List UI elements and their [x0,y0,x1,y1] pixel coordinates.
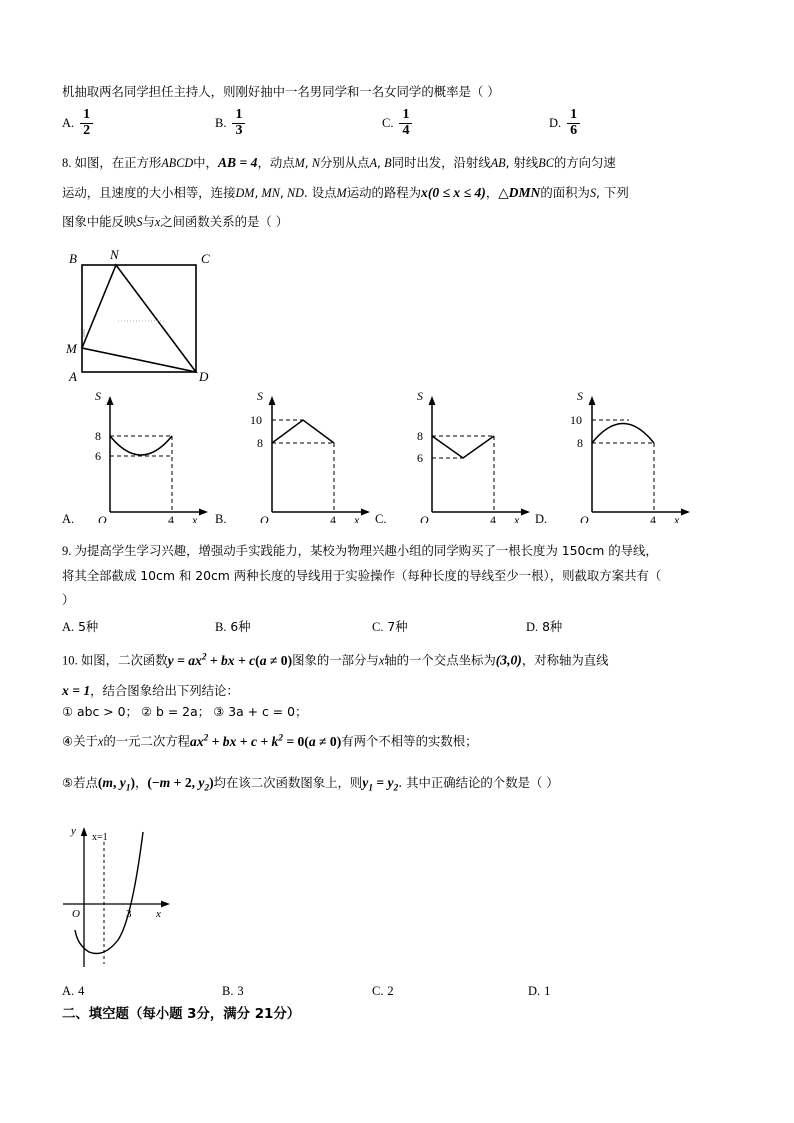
q8-graph-a-tick-8: 8 [95,429,101,443]
q10-option-b[interactable] [222,984,244,999]
q7-option-c-denominator: 4 [402,122,410,138]
q7-option-c-fraction [399,108,412,138]
q8-line-2 [62,186,738,200]
q8-graph-c-tick-6: 6 [417,451,423,465]
q8-t10: 运动，且速度的大小相等，连接 [62,185,236,200]
q8-graph-d-tick-x4: 4 [650,513,656,523]
x-axis-arrow [521,509,530,516]
q7-option-a-numerator: 1 [80,108,93,124]
q8-graph-a-letter: A. [62,512,75,526]
q7-option-a[interactable] [62,108,93,138]
q8-graph-c-x-label: x [514,513,520,523]
q10-conclusion-3 [213,704,307,719]
q8-graph-c-tick-x4: 4 [490,513,496,523]
q8-graph-d-y-label: S [577,389,583,403]
q7-option-b[interactable] [215,108,245,138]
y-axis-arrow [107,396,114,405]
q10-conclusion-2-text: ② b = 2a； [141,704,211,719]
q8-m: M [294,156,305,170]
q10-t8: 有两个不相等的实数根； [341,733,478,749]
q8-graph-d-origin: O [580,513,589,523]
q8-pt-m2: M [336,186,347,200]
q8-graph-d-x-label: x [674,513,680,523]
q8-graph-a-y-label: S [95,389,101,403]
x-axis-arrow [361,509,370,516]
q8-square-figure [60,245,230,385]
q8-graph-c-y-label: S [417,389,423,403]
q10-option-c-label: C. [372,984,384,998]
q8-graph-d[interactable] [544,388,709,523]
q8-graph-a-tick-x4: 4 [168,513,174,523]
q10-fig-axis-label: x=1 [92,832,108,843]
q8-t8: , 射线 [505,155,539,170]
q9-option-a-label: A. [62,620,75,634]
q7-option-c[interactable] [382,108,412,138]
q8-t20: 之间函数关系的是（ ） [160,214,289,229]
q10-option-c-text: 2 [387,984,394,998]
q7-option-c-label: C. [382,115,394,130]
q8-t19: 与 [142,214,155,229]
q10-conclusion-5 [62,776,738,793]
q8-graph-b-y-label: S [257,389,263,403]
q8-graph-d-letter: D. [535,512,548,526]
q8-graph-c[interactable] [384,388,549,523]
q10-option-c[interactable] [372,984,394,999]
y-axis-arrow [269,396,276,405]
q7-option-d[interactable] [549,108,580,138]
q8-abcd: ABCD [161,156,194,170]
vertex-label-a: A [69,369,77,384]
q10-t10: ， [135,775,148,790]
y-axis-arrow [429,396,436,405]
q10-option-a-text: 4 [78,984,85,998]
q8-triangle-dmn: △DMN [498,185,541,200]
q8-t7: 同时出发，沿射线 [391,155,491,170]
q7-option-a-denominator: 2 [83,122,91,138]
q7-option-b-denominator: 3 [235,122,243,138]
q7-option-b-fraction [232,108,245,138]
vertex-label-n: N [110,247,119,262]
q10-parabola-svg [58,812,238,972]
q8-square-svg [60,245,230,385]
q8-t13: . 设点 [303,185,337,200]
q8-t11: , [254,185,259,200]
q10-parabola-figure [58,812,238,972]
q8-t17: , 下列 [596,185,629,200]
q8-graph-c-letter: C. [375,512,387,526]
q8-graph-a-svg [62,388,227,523]
q10-x-axis-ref: x [378,653,385,668]
q8-t16: 的面积为 [540,185,590,200]
q7-option-b-numerator: 1 [232,108,245,124]
vertex-label-b: B [69,251,77,266]
vertex-label-m: M [66,341,77,356]
q8-pt-a: A [369,156,378,170]
q8-s2: S [136,215,143,229]
q8-area-s: S [589,186,597,200]
q10-point-2: (−m + 2, $y_2$) [147,775,214,793]
y-axis-arrow [81,827,87,836]
q8-line-3 [62,216,738,229]
q7-option-a-label: A. [62,115,75,130]
q10-y-equality: $y_1 = y_2$ [362,775,399,793]
q8-t14: 运动的路程为 [346,185,422,200]
q8-ray-ab: AB [490,156,506,170]
q10-intersection-point: (3,0) [495,652,522,668]
q10-t9: ⑤若点 [62,775,98,790]
q8-n: N [311,156,321,170]
q10-t11: 均在该二次函数图象上，则 [213,775,363,790]
x-axis-arrow [681,509,690,516]
q10-fig-x-label: x [156,908,161,920]
q10-fig-y-label: y [71,825,76,837]
q8-t6: , [377,155,381,170]
q8-graph-b-svg [224,388,389,523]
q8-ab-eq: AB = 4 [217,155,258,170]
q8-graph-b-letter: B. [215,512,227,526]
x-axis-arrow [161,901,170,908]
q8-x2: x [154,215,161,229]
q7-option-d-fraction [567,108,580,138]
q8-graph-c-origin: O [420,513,429,523]
q8-seg-nd: ND [286,186,304,200]
q8-t4: , [304,155,309,170]
curve-vee [432,436,494,458]
q10-fig-x-intercept-label: 3 [126,908,132,920]
q10-equation-4: $ax^2$ + bx + $c + k^2 = 0(a \ne 0)$ [190,732,342,749]
q8-graph-c-tick-8: 8 [417,429,423,443]
q9-option-a-text: 5种 [78,620,99,634]
q8-graph-a-x-label: x [192,513,198,523]
q10-t6: ④关于 [62,733,98,749]
q7-option-d-numerator: 1 [567,108,580,124]
q8-seg-mn: MN [261,186,280,200]
q10-conclusion-4 [62,733,738,748]
q8-graph-a-tick-6: 6 [95,449,101,463]
q10-quadratic-eq: $y = ax^2$ + bx + c(a ≠ 0) [167,651,293,668]
q10-t3: 轴的一个交点坐标为 [384,652,496,668]
q8-graph-b-x-label: x [354,513,360,523]
q10-option-a-label: A. [62,984,75,998]
q8-t2: 中， [193,155,218,170]
q10-x-ref-2: x [97,734,104,749]
q8-t9: 的方向匀速 [553,155,616,170]
q8-t15: ， [485,185,499,200]
q7-option-a-fraction [80,108,93,138]
q9-text-1: 为提高学生学习兴趣，增强动手实践能力，某校为物理兴趣小组的同学购买了一根长度为 150cm 的导线， [74,543,658,558]
q8-graph-b-tick-10: 10 [250,413,262,427]
q10-option-d-text: 1 [544,984,551,998]
q10-t12: . 其中正确结论的个数是（ ） [398,775,559,790]
q9-option-c[interactable] [372,617,408,635]
section-2-heading: 二、填空题（每小题 3分，满分 21分） [62,1007,301,1022]
q10-t7: 的一元二次方程 [103,733,191,749]
q8-t3: ，动点 [257,155,295,170]
q10-option-d-label: D. [528,984,541,998]
q8-graph-b-tick-8: 8 [257,436,263,450]
square-abcd-outline [82,265,196,372]
q10-symmetry-axis: x = 1 [62,683,91,698]
q9-line-3: ） [62,592,75,607]
q8-x-range: x(0 ≤ x ≤ 4) [421,185,486,200]
q8-t5: 分别从点 [320,155,370,170]
parabola-curve [75,832,143,954]
y-axis-arrow [589,396,596,405]
q10-conclusion-3-text: ③ 3a + c = 0； [213,704,308,719]
curve-parabola-down [592,424,654,444]
q9-option-b[interactable] [215,617,251,635]
q9-line-1 [62,545,738,558]
q8-t12: , [279,185,284,200]
q8-ray-bc: BC [538,156,554,170]
q7-options-row [62,108,762,154]
curve-parabola-up [110,436,172,455]
q10-point-1: (m, $y_1$) [97,775,135,793]
q8-line-1 [62,156,738,170]
q8-graph-a[interactable] [62,388,227,523]
q9-option-b-text: 6种 [230,620,251,634]
q9-number: 9. [62,544,72,558]
q9-line-2: 将其全部截成 10cm 和 20cm 两种长度的导线用于实验操作（每种长度的导线至少一根），则截取方案共有（ [62,568,662,583]
q9-option-d[interactable] [526,617,562,635]
q8-graph-b-tick-x4: 4 [330,513,336,523]
q8-t18: 图象中能反映 [62,214,137,229]
q10-t2: 图象的一部分与 [292,652,379,668]
q7-option-d-label: D. [549,115,562,130]
q8-graph-a-origin: O [98,513,107,523]
q10-conclusion-2 [141,704,210,719]
vertex-label-d: D [199,369,209,384]
q8-number: 8. [62,156,72,170]
curve-peak [272,420,334,443]
q10-t1: 如图，二次函数 [80,652,168,668]
q10-number: 10. [62,653,78,668]
q7-option-b-label: B. [215,115,227,130]
q8-graph-c-svg [384,388,549,523]
q10-line-1 [62,652,738,667]
q8-t1: 如图，在正方形 [74,155,162,170]
q9-option-c-label: C. [372,620,384,634]
q10-line-2 [62,684,738,698]
q10-conclusion-1-text: ① abc > 0； [62,704,138,719]
q10-option-a[interactable] [62,984,84,999]
q10-t4: ，对称轴为直线 [521,652,609,668]
q10-t5: ，结合图象给出下列结论： [90,683,239,698]
q8-pt-b: B [384,156,392,170]
q7-continuation-text: 机抽取两名同学担任主持人，则刚好抽中一名男同学和一名女同学的概率是（ ） [62,84,500,99]
q7-option-c-numerator: 1 [399,108,412,124]
q9-option-b-label: B. [215,620,227,634]
q8-graph-b-origin: O [260,513,269,523]
q10-conclusion-1 [62,704,138,719]
q9-option-a[interactable] [62,617,98,635]
triangle-dmn [82,265,196,372]
q9-option-c-text: 7种 [387,620,408,634]
q9-option-d-text: 8种 [542,620,563,634]
vertex-label-c: C [201,251,210,266]
q8-graph-d-tick-8: 8 [577,436,583,450]
q10-conclusions-1-3 [62,706,738,719]
q7-option-d-denominator: 6 [570,122,578,138]
q10-option-b-label: B. [222,984,234,998]
x-axis-arrow [199,509,208,516]
q8-seg-dm: DM [235,186,255,200]
q10-option-b-text: 3 [237,984,244,998]
q8-graph-b[interactable] [224,388,389,523]
q8-graph-d-svg [544,388,709,523]
q10-fig-origin-label: O [72,908,80,920]
q9-option-d-label: D. [526,620,539,634]
q10-option-d[interactable] [528,984,550,999]
q8-graph-d-tick-10: 10 [570,413,582,427]
